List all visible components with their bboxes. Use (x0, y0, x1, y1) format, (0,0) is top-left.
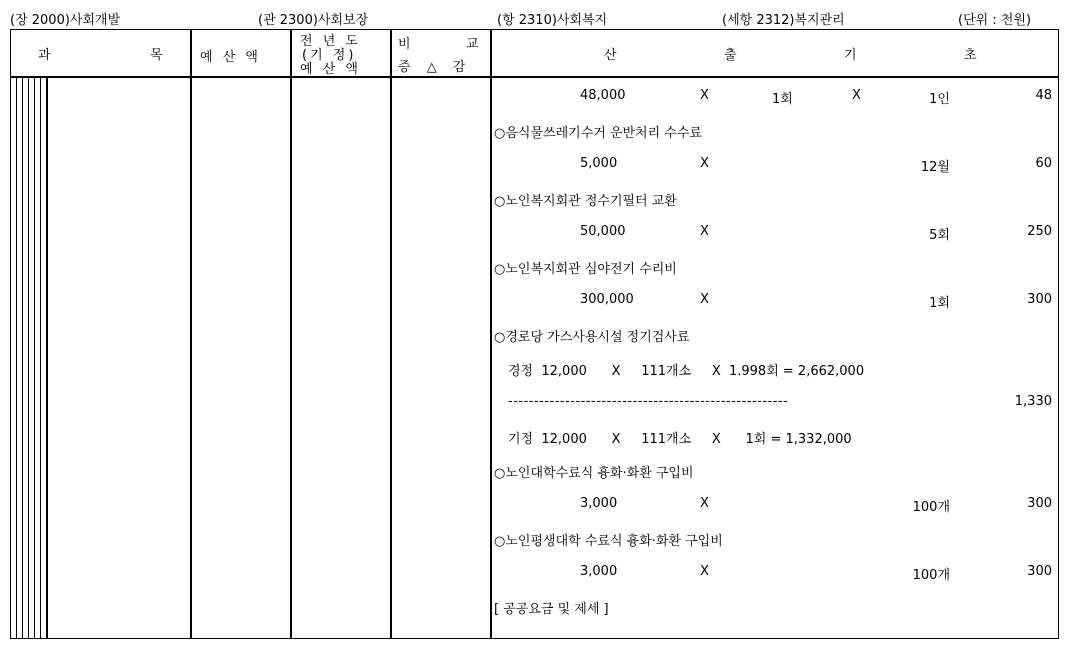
amount: 300 (1027, 292, 1052, 307)
dash-line: ------------------------------------------------------ (508, 394, 789, 409)
multiply-sign: X (700, 88, 709, 103)
unit-price: 50,000 (580, 224, 626, 239)
col-basis-char: 초 (964, 48, 977, 63)
quantity: 5회 (929, 228, 950, 243)
col-basis-char: 출 (724, 48, 737, 63)
item-title: ○노인평생대학 수료식 흉화·화환 구입비 (494, 534, 723, 549)
multiply-sign: X (700, 564, 709, 579)
col-budget: 예 산 액 (200, 50, 261, 65)
multiply-sign: X (700, 224, 709, 239)
header-divider (10, 76, 1059, 78)
col-divider-basis (490, 29, 492, 639)
col-compare-right: 교 (466, 37, 479, 52)
col-compare-left: 비 (398, 37, 411, 52)
item-title: [ 공공요금 및 제세 ] (494, 602, 609, 617)
quantity: 100개 (912, 568, 950, 583)
col-subject-right: 목 (150, 48, 163, 63)
formula-line: 기정 12,000 X 111개소 X 1회 = 1,332,000 (508, 432, 852, 447)
quantity: 1회 (929, 296, 950, 311)
subject-level-line (34, 77, 35, 639)
multiply-sign: X (700, 292, 709, 307)
multiply-sign: X (852, 88, 861, 103)
amount: 48 (1035, 88, 1052, 103)
amount: 1,330 (1014, 394, 1052, 409)
col-compare-bottom: 증 △ 감 (398, 60, 472, 75)
col-prev-line1: 전 년 도 (300, 34, 361, 49)
col-subject-left: 과 (38, 48, 51, 63)
header-sehang: (세항 2312)복지관리 (722, 13, 845, 28)
unit-price: 48,000 (580, 88, 626, 103)
header-unit: (단위 : 천원) (958, 13, 1032, 28)
multiply-sign: X (700, 156, 709, 171)
amount: 300 (1027, 564, 1052, 579)
item-title: ○노인복지회관 심야전기 수리비 (494, 262, 677, 277)
item-title: ○경로당 가스사용시설 정기검사료 (494, 330, 690, 345)
multiply-sign: X (700, 496, 709, 511)
subject-level-line (28, 77, 29, 639)
col-prev-line3: 예 산 액 (300, 62, 361, 77)
item-title: ○음식물쓰레기수거 운반처리 수수료 (494, 126, 702, 141)
quantity: 12월 (920, 160, 950, 175)
unit-price: 300,000 (580, 292, 634, 307)
amount: 60 (1035, 156, 1052, 171)
header-gwan: (관 2300)사회보장 (258, 13, 369, 28)
amount: 300 (1027, 496, 1052, 511)
col-divider-budget (190, 29, 192, 639)
formula-line: 경정 12,000 X 111개소 X 1.998회 = 2,662,000 (508, 364, 865, 379)
col-prev-line2: (기 정) (302, 48, 357, 63)
amount: 250 (1027, 224, 1052, 239)
frequency: 1회 (772, 92, 793, 107)
unit-price: 3,000 (580, 564, 618, 579)
subject-level-line (22, 77, 23, 639)
col-basis-char: 산 (604, 48, 617, 63)
header-jang: (장 2000)사회개발 (10, 13, 121, 28)
unit-price: 5,000 (580, 156, 618, 171)
subject-level-line (40, 77, 41, 639)
subject-level-line (16, 77, 17, 639)
subject-level-line (46, 77, 48, 639)
col-basis-char: 기 (844, 48, 857, 63)
quantity: 1인 (929, 92, 950, 107)
item-title: ○노인복지회관 정수기필터 교환 (494, 194, 677, 209)
header-hang: (항 2310)사회복지 (497, 13, 608, 28)
unit-price: 3,000 (580, 496, 618, 511)
quantity: 100개 (912, 500, 950, 515)
col-divider-compare (390, 29, 392, 639)
item-title: ○노인대학수료식 흉화·화환 구입비 (494, 466, 694, 481)
col-divider-prev (290, 29, 292, 639)
